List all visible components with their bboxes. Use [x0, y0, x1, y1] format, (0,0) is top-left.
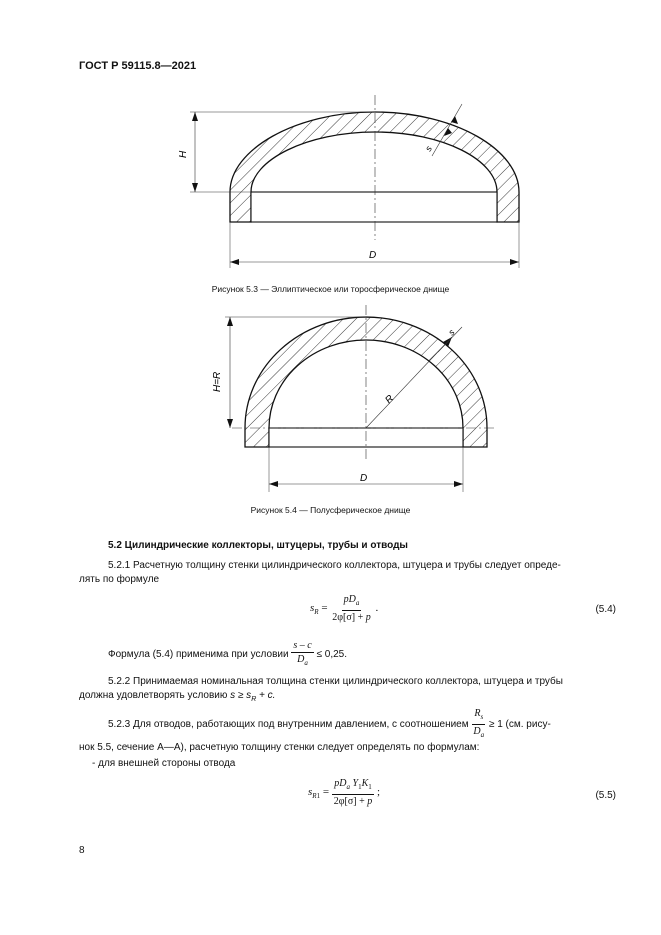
bullet-outer-side: - для внешней стороны отвода: [92, 758, 236, 769]
diameter-label: D: [369, 250, 377, 261]
paragraph-523-line2: нок 5.5, сечение А—А), расчетную толщину стенки следует определять по формулам:: [79, 742, 480, 753]
paragraph-521-line2: лять по формуле: [79, 574, 160, 585]
paragraph-522-line2: должна удовлетворять условию $s \ge s_R + c$.: [79, 690, 276, 703]
height-label: H: [178, 150, 189, 158]
diameter-label: D: [360, 473, 368, 484]
thickness-label: s: [423, 144, 434, 153]
inner-base-line: [251, 192, 497, 222]
thickness-label: s: [446, 327, 457, 338]
paragraph-521: [79, 559, 616, 587]
figure-elliptical-head: [0, 80, 661, 280]
formula-5-5: $s_{R1}$ = $\frac{pD_a Y_1K_1}{2\varphi[\sigma] + p}$ ;: [308, 778, 381, 807]
condition-line: Формула (5.4) применима при условии $\frac{s - c}{D_a}$ ≤ 0,25.: [108, 640, 347, 667]
paragraph-523-line1: 5.2.3 Для отводов, работающих под внутренним давлением, с соотношением $\frac{R_s}{D_a}$ ≥ 1 (см. рису-: [108, 708, 551, 739]
height-equals-radius-label: H=R: [212, 371, 223, 392]
section-heading: 5.2 Цилиндрические коллекторы, штуцеры, трубы и отводы: [108, 540, 408, 551]
formula-5-4: $s_R$ = $\frac{pD_a}{2\varphi[\sigma] + p}$ .: [310, 594, 379, 623]
figure-54-caption: Рисунок 5.4 — Полусферическое днище: [250, 505, 411, 515]
paragraph-521-line1: 5.2.1 Расчетную толщину стенки цилиндрического коллектора, штуцера и трубы следует опреде-: [108, 560, 561, 571]
figure-hemispherical-head: [0, 300, 661, 495]
equation-number-5-5: (5.5): [595, 790, 616, 801]
radius-label: R: [383, 393, 397, 407]
figure-53-caption: Рисунок 5.3 — Эллиптическое или торосферическое днище: [211, 284, 450, 294]
condition-prefix: Формула (5.4) применима при условии: [108, 649, 289, 661]
paragraph-522: [79, 675, 616, 707]
equation-number-5-4: (5.4): [595, 604, 616, 615]
paragraph-522-line1: 5.2.2 Принимаемая номинальная толщина стенки цилиндрического коллектора, штуцера и трубы: [108, 676, 563, 687]
page-number: 8: [79, 845, 85, 856]
condition-suffix: ≤ 0,25.: [316, 649, 347, 661]
document-header: ГОСТ Р 59115.8—2021: [79, 60, 197, 72]
